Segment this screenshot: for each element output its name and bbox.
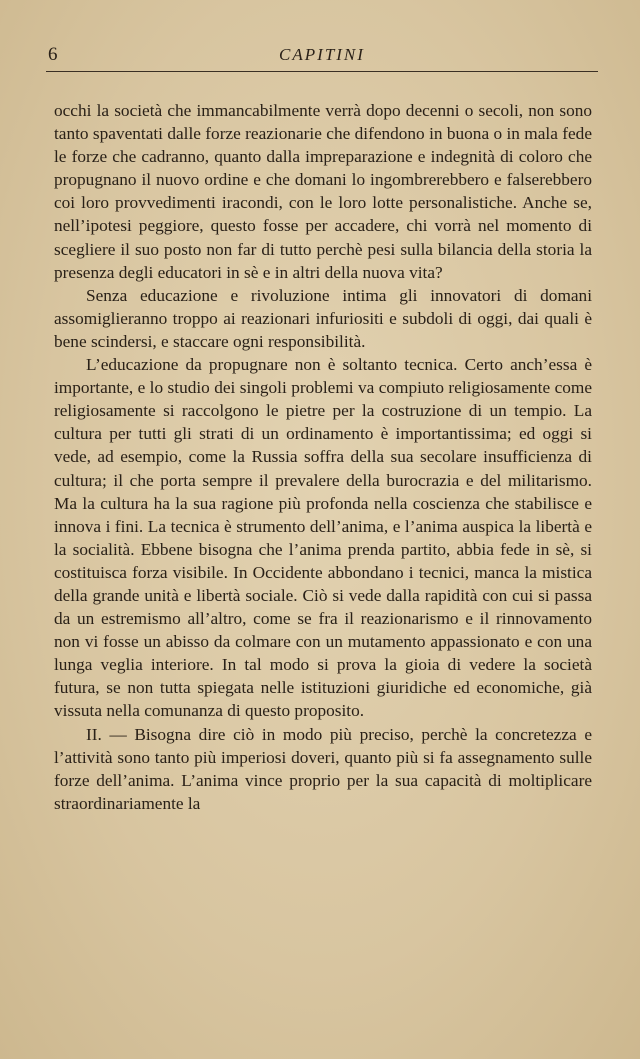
- running-head: CAPITINI: [279, 45, 365, 64]
- header-rule: [46, 71, 598, 72]
- paragraph-section-ii: II. — Bisogna dire ciò in modo più preciso, perchè la concretezza e l’attività sono tanto più imperiosi doveri, quanto più si fa assegnamento sulle forze dell’anima. L’anima vince proprio per la sua capacità di moltiplicare straordinariamente la: [54, 724, 592, 813]
- page-number: 6: [48, 44, 58, 65]
- paragraph: L’educazione da propugnare non è soltanto tecnica. Certo anch’essa è importante, e lo studio dei singoli problemi va compiuto religiosamente come religiosamente si raccolgono le pietre per la costruzione di un tempio. La cultura per tutti gli strati di un ordinamento è importantissima; ed oggi si vede, ad esempio, come la Russia soffra della sua secolare insufficienza di cultura; il che porta sempre il prevalere della burocrazia e del militarismo. Ma la cultura ha la sua ragione più profonda nella coscienza che stabilisce e innova i fini. La tecnica è strumento dell’anima, e l’anima auspica la libertà e la socialità. Ebbene bisogna che l’anima prenda partito, abbia fede in sè, si costituisca forza visibile. In Occidente abbondano i tecnici, manca la mistica della grande unità e libertà sociale. Ciò si vede dalla rapidità con cui si passa da un estremismo all’altro, come se fra il reazionarismo e il rinnovamento non vi fosse un abisso da colmare con un mutamento appassionato e con una lunga veglia interiore. In tal modo si prova la gioia di vedere la società futura, se non tutta spiegata nelle istituzioni giuridiche ed economiche, già vissuta nella comunanza di questo proposito.: [54, 355, 592, 721]
- page-header: [48, 40, 596, 70]
- body-text: [54, 99, 592, 815]
- paragraph: Senza educazione e rivoluzione intima gli innovatori di domani assomiglieranno troppo ai reazionari infuriositi e subdoli di oggi, dai quali è bene scindersi, e staccare ogni responsibilità.: [54, 285, 592, 351]
- paragraph-continuation: occhi la società che immancabilmente verrà dopo decenni o secoli, non sono tanto spaventati dalle forze reazionarie che difendono in buona o in mala fede le forze che cadranno, quanto dalla impreparazione e indegnità di coloro che propugnano il nuovo ordine e che domani lo ingombrerebbero e falserebbero coi loro provvedimenti iracondi, con le loro lotte personalistiche. Anche se, nell’ipotesi peggiore, questo fosse per accadere, chi vorrà nel momento di scegliere il suo posto non far di tutto perchè pesi sulla bilancia della storia la presenza degli educatori in sè e in altri della nuova vita?: [54, 101, 592, 282]
